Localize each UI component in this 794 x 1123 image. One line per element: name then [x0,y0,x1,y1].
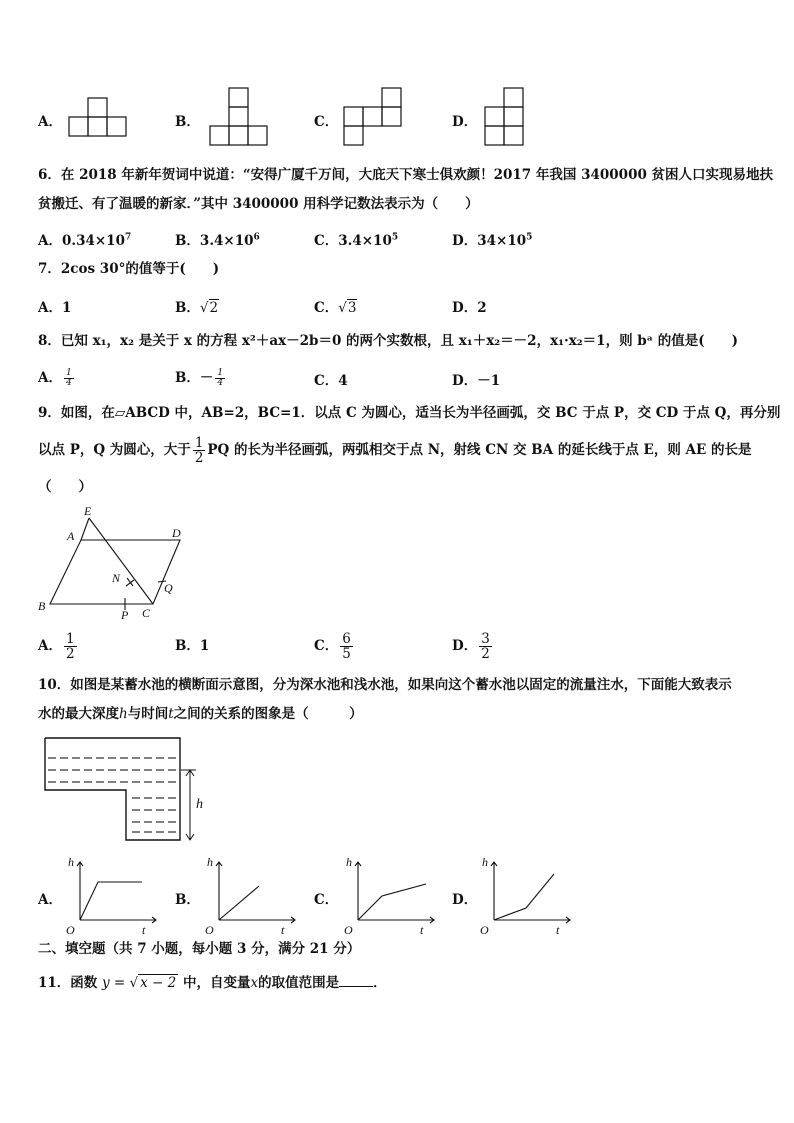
svg-text:O: O [480,923,489,937]
q9-text-line2: 以点 P，Q 为圆心，大于 $\frac{1}{2}$ PQ 的长为半径画弧，两弧相交于点 N，射线 CN 交 BA 的延长线于点 E，则 AE 的长是 [38,435,752,466]
q6-text-line1: 6．在 2018 年新年贺词中说道：“安得广厦千万间，大庇天下寒士俱欢颜！2017 年我国 3400000 贫困人口实现易地扶 [38,167,774,183]
q7-option-c: C．√3 [314,300,357,316]
svg-text:t: t [556,923,560,937]
q9-label-n: N [112,571,121,585]
q9-label-q: Q [164,581,173,595]
q9-label-a: A [67,529,75,543]
q7-text: 7．2cos 30°的值等于( ) [38,261,220,277]
svg-text:h: h [207,855,213,869]
q10-text-line2: 水的最大深度h与时间t之间的关系的图象是（ ） [38,706,363,722]
q9-option-a: A． $\frac{1}{2}$ [38,631,75,662]
q10-option-c-label: C． [314,892,339,908]
q9-text-line3: （ ） [38,479,92,495]
q5-option-b-figure [207,86,271,148]
svg-text:t: t [420,923,424,937]
q10-pool-figure [40,736,220,848]
section2-title: 二、填空题（共 7 小题，每小题 3 分，满分 21 分） [38,941,361,957]
q9-option-d: D． $\frac{3}{2}$ [452,631,490,662]
q8-option-d: D．－1 [452,373,501,389]
q8-option-c: C．4 [314,373,348,389]
q10-option-c-graph [338,854,438,940]
q9-option-c: C． $\frac{6}{5}$ [314,631,351,662]
q9-label-d: D [172,526,181,540]
q9-label-e: E [84,504,92,518]
q11-text: 11．函数 y = √ x − 2 中，自变量x的取值范围是 ． [38,975,387,991]
q6-option-c: C．$3.4\times 10^5$ [314,232,399,249]
svg-text:t: t [142,923,146,937]
q6-option-d: D．$34\times 10^5$ [452,232,533,249]
q9-label-b: B [38,599,46,613]
q5-option-c-figure [341,86,405,148]
q9-option-b: B．1 [175,638,210,654]
q10-option-b-graph [199,854,299,940]
svg-text:h: h [68,855,74,869]
q6-option-a: A．$0.34\times 10^7$ [38,232,132,249]
q7-option-a: A．1 [38,300,72,316]
svg-text:O: O [344,923,353,937]
q9-label-c: C [142,606,151,620]
q10-option-d-label: D． [452,892,478,908]
q10-option-d-graph [474,854,574,940]
q5-option-d-figure [482,86,528,148]
q5-option-c-label: C． [314,114,339,130]
q7-option-b: B．√2 [175,300,219,316]
q5-option-d-label: D． [452,114,478,130]
q5-option-a-figure [66,96,130,138]
q9-label-p: P [121,608,129,622]
svg-text:O: O [66,923,75,937]
q8-option-a: A． $\frac{1}{4}$ [38,368,72,388]
q8-option-b: B．－ $\frac{1}{4}$ [175,368,224,388]
q5-option-a-label: A． [38,114,62,130]
svg-text:O: O [205,923,214,937]
q9-text-line1: 9．如图，在▱ABCD 中，AB=2，BC=1．以点 C 为圆心，适当长为半径画弧，交 BC 于点 P，交 CD 于点 Q，再分别 [38,405,781,421]
svg-text:h: h [346,855,352,869]
q10-option-b-label: B． [175,892,200,908]
q6-option-b: B．$3.4\times 10^6$ [175,232,260,249]
q9-parallelogram-figure [34,502,194,626]
q5-option-b-label: B． [175,114,200,130]
q8-text: 8．已知 x₁，x₂ 是关于 x 的方程 x²＋ax－2b＝0 的两个实数根，且 x₁＋x₂＝－2，x₁·x₂＝1，则 bᵃ 的值是( ) [38,333,738,349]
q7-option-d: D．2 [452,300,487,316]
svg-text:h: h [482,855,488,869]
q10-option-a-graph [60,854,160,940]
q10-text-line1: 10．如图是某蓄水池的横断面示意图，分为深水池和浅水池，如果向这个蓄水池以固定的流量注水，下面能大致表示 [38,677,732,693]
q10-option-a-label: A． [38,892,62,908]
svg-text:t: t [281,923,285,937]
q10-pool-h-label: h [196,797,203,812]
q6-text-line2: 贫搬迁、有了温暖的新家．”其中 3400000 用科学记数法表示为（ ） [38,196,479,212]
q11-answer-blank[interactable] [339,986,373,987]
